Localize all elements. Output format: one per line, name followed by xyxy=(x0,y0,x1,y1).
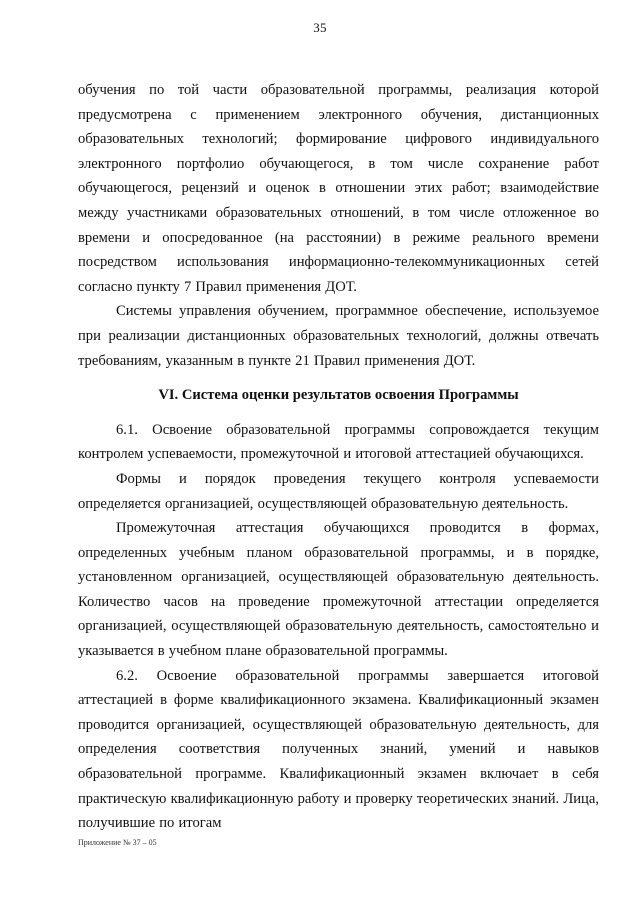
paragraph-lms-requirements: Системы управления обучением, программное обеспечение, используемое при реализации дистанционных образовательных технологий, должны отвечать требованиям, указанным в пункте 21 Правил применения ДОТ. xyxy=(78,303,599,369)
body-text xyxy=(78,78,599,836)
page-number: 35 xyxy=(313,20,327,35)
paragraph-current-control: Формы и порядок проведения текущего контроля успеваемости определяется организацией, осуществляющей образовательную деятельность. xyxy=(78,470,599,512)
paragraph-6-1: 6.1. Освоение образовательной программы сопровождается текущим контролем успеваемости, промежуточной и итоговой аттестацией обучающихся. xyxy=(78,421,599,463)
paragraph-6-2: 6.2. Освоение образовательной программы завершается итоговой аттестацией в форме квалификационного экзамена. Квалификационный экзамен проводится организацией, осуществляющей образовательную деятельность, для определения соответствия полученных знаний, умений и навыков образовательной программе. Квалификационный экзамен включает в себя практическую квалификационную работу и проверку теоретических знаний. Лица, получившие по итогам xyxy=(78,667,599,832)
paragraph-dot-platform-functions: обучения по той части образовательной программы, реализация которой предусмотрена с применением электронного обучения, дистанционных образовательных технологий; формирование цифрового индивидуального электронного портфолио обучающегося, в том числе сохранение работ обучающегося, рецензий и оценок в отношении этих работ; взаимодействие между участниками образовательных отношений, в том числе отложенное во времени и опосредованное (на расстоянии) в режиме реального времени посредством использования информационно-телекоммуникационных сетей согласно пункту 7 Правил применения ДОТ. xyxy=(78,82,599,295)
footer-appendix-label: Приложение № 37 – 05 xyxy=(78,838,157,847)
paragraph-intermediate-attestation: Промежуточная аттестация обучающихся проводится в формах, определенных учебным планом образовательной программы, и в порядке, установленном организацией, осуществляющей образовательную деятельность. Количество часов на проведение промежуточной аттестации определяется организацией, осуществляющей образовательную деятельность, самостоятельно и указывается в учебном плане образовательной программы. xyxy=(78,520,599,660)
section-heading: VI. Система оценки результатов освоения Программы xyxy=(158,387,519,404)
